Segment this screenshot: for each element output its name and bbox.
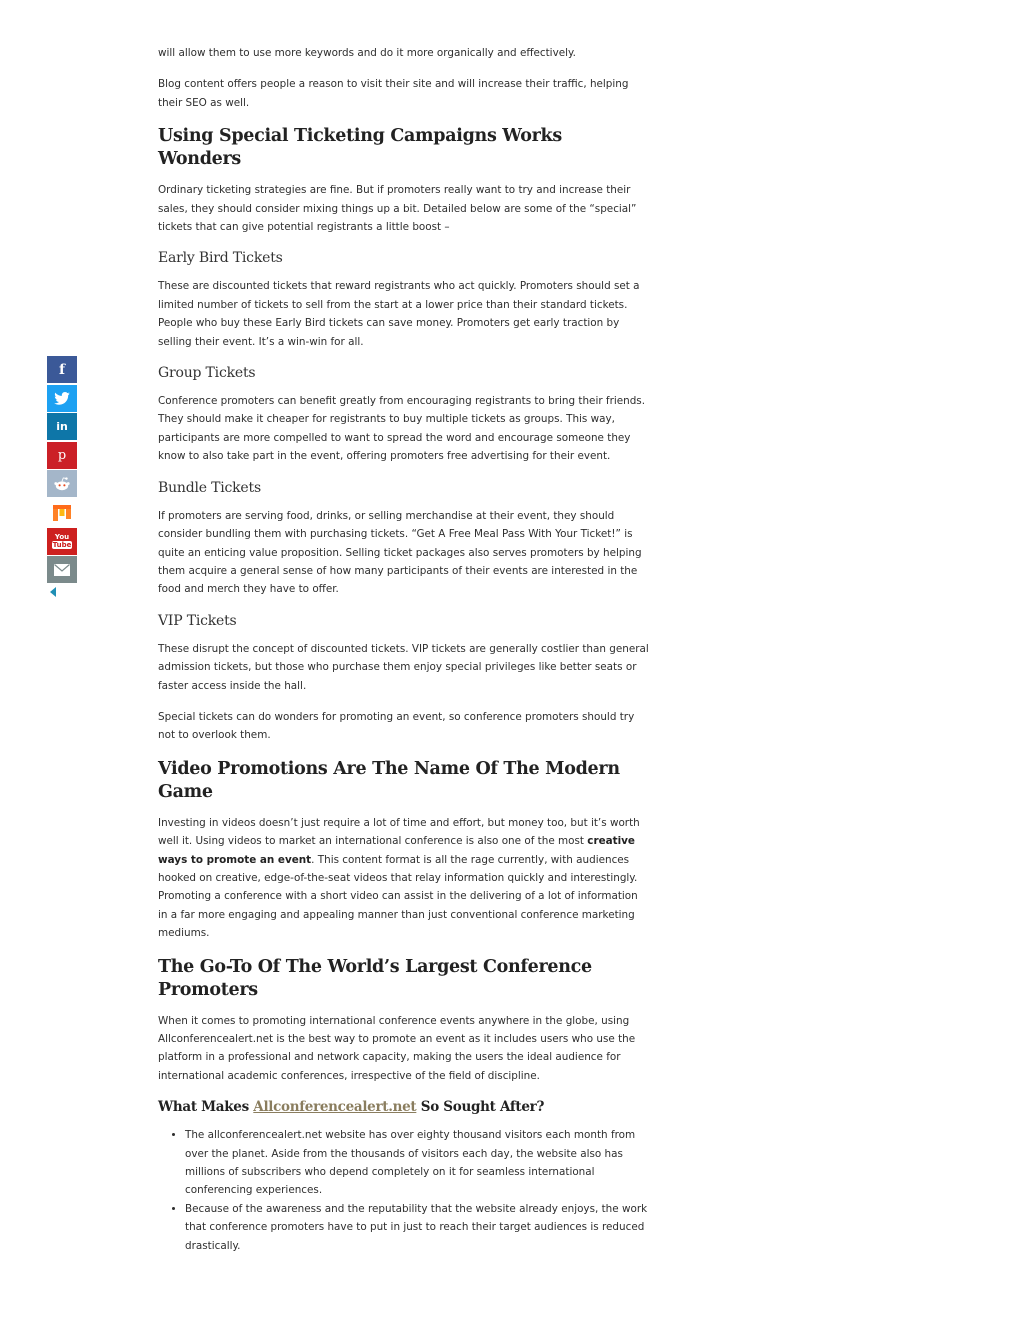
- paragraph: If promoters are serving food, drinks, or selling merchandise at their event, they should consider bundling them with purchasing tickets. “Get A Free Meal Pass With Your Ticket!” is quite an enticing value proposition. Selling ticket packages also serves promoters by helping them acquire a general sense of how many participants of their events are interested in the food and merch they have to offer.: [158, 509, 642, 596]
- reddit-share-button[interactable]: [47, 470, 77, 497]
- paragraph: Investing in videos doesn’t just require a lot of time and effort, but money too, but it’s worth well it. Using videos to market an international conference is also one of the most creative ways to promote an event. This content format is all the rage currently, with audiences hooked on creative, edge-of-the-seat videos that relay information quickly and interestingly. Promoting a conference with a short video can assist in the delivering of a lot of information in a far more engaging and appealing manner than just conventional conference marketing mediums.: [158, 816, 640, 940]
- list-item: • The allconferencealert.net website has over eighty thousand visitors each month from over the planet. Aside from the thousands of visitors each day, the website also has millions of subscribers who depend completely on it for seamless international conferencing experiences.: [185, 1126, 650, 1200]
- linkedin-icon: in: [56, 420, 68, 434]
- bold-phrase: creative ways to promote an event: [158, 835, 635, 866]
- facebook-share-button[interactable]: [47, 356, 77, 383]
- heading-video-promotions: Video Promotions Are The Name Of The Modern Game: [158, 758, 620, 802]
- list-item: • Because of the awareness and the reputability that the website already enjoys, the work that conference promoters have to put in just to reach their target audiences is reduced drastically.: [185, 1200, 650, 1255]
- heading-group-tickets: Group Tickets: [158, 365, 256, 382]
- mix-icon: [51, 502, 73, 522]
- paragraph: Ordinary ticketing strategies are fine. But if promoters really want to try and increase their sales, they should consider mixing things up a bit. Detailed below are some of the “special” tickets that can give potential registrants a little boost –: [158, 184, 637, 234]
- allconferencealert-link[interactable]: Allconferencealert.net: [253, 1099, 417, 1116]
- paragraph: Special tickets can do wonders for promoting an event, so conference promoters should try not to overlook them.: [158, 710, 635, 742]
- heading-early-bird: Early Bird Tickets: [158, 250, 283, 267]
- email-share-button[interactable]: [47, 556, 77, 583]
- heading-go-to: The Go-To Of The World’s Largest Conference Promoters: [158, 956, 592, 1000]
- paragraph: Conference promoters can benefit greatly from encouraging registrants to bring their friends. They should make it cheaper for registrants to buy multiple tickets as groups. This way, participants are more compelled to want to spread the word and encourage someone they know to also take part in the event, offering promoters free advertising for their event.: [158, 395, 646, 463]
- email-icon: [54, 564, 70, 576]
- hide-share-bar-button[interactable]: [47, 585, 80, 599]
- paragraph: When it comes to promoting international conference events anywhere in the globe, using Allconferencealert.net is the best way to promote an event as it includes users who use the platform in a professional and network capacity, making the users the ideal audience for international academic conferences, irrespective of the field of discipline.: [158, 1014, 636, 1082]
- twitter-icon: [54, 392, 70, 405]
- pinterest-icon: p: [57, 447, 67, 463]
- hide-share-chevron-icon: [50, 587, 56, 597]
- youtube-share-button[interactable]: [47, 528, 77, 555]
- youtube-icon: You Tube: [52, 533, 72, 550]
- twitter-share-button[interactable]: [47, 385, 77, 412]
- paragraph: These disrupt the concept of discounted tickets. VIP tickets are generally costlier than general admission tickets, but those who purchase them enjoy special privileges like better seats or faster access inside the hall.: [158, 642, 649, 692]
- heading-vip-tickets: VIP Tickets: [158, 612, 237, 629]
- linkedin-share-button[interactable]: [47, 413, 77, 440]
- social-share-bar: [47, 356, 77, 599]
- facebook-icon: f: [58, 361, 66, 378]
- paragraph: Blog content offers people a reason to visit their site and will increase their traffic, helping their SEO as well.: [158, 78, 629, 109]
- bullet-list: [158, 1126, 650, 1255]
- article-body: [158, 44, 650, 1255]
- paragraph: These are discounted tickets that reward registrants who act quickly. Promoters should set a limited number of tickets to sell from the start at a lower price than their standard tickets. People who buy these Early Bird tickets can save money. Promoters get early traction by selling their event. It’s a win-win for all.: [158, 280, 640, 348]
- reddit-icon: [53, 476, 71, 492]
- pinterest-share-button[interactable]: [47, 442, 77, 469]
- heading-bundle-tickets: Bundle Tickets: [158, 479, 261, 496]
- paragraph: will allow them to use more keywords and do it more organically and effectively.: [158, 47, 576, 59]
- mix-share-button[interactable]: [47, 499, 77, 526]
- heading-what-makes: What Makes Allconferencealert.net So Sought After?: [158, 1099, 545, 1116]
- heading-special-ticketing: Using Special Ticketing Campaigns Works Wonders: [158, 126, 562, 170]
